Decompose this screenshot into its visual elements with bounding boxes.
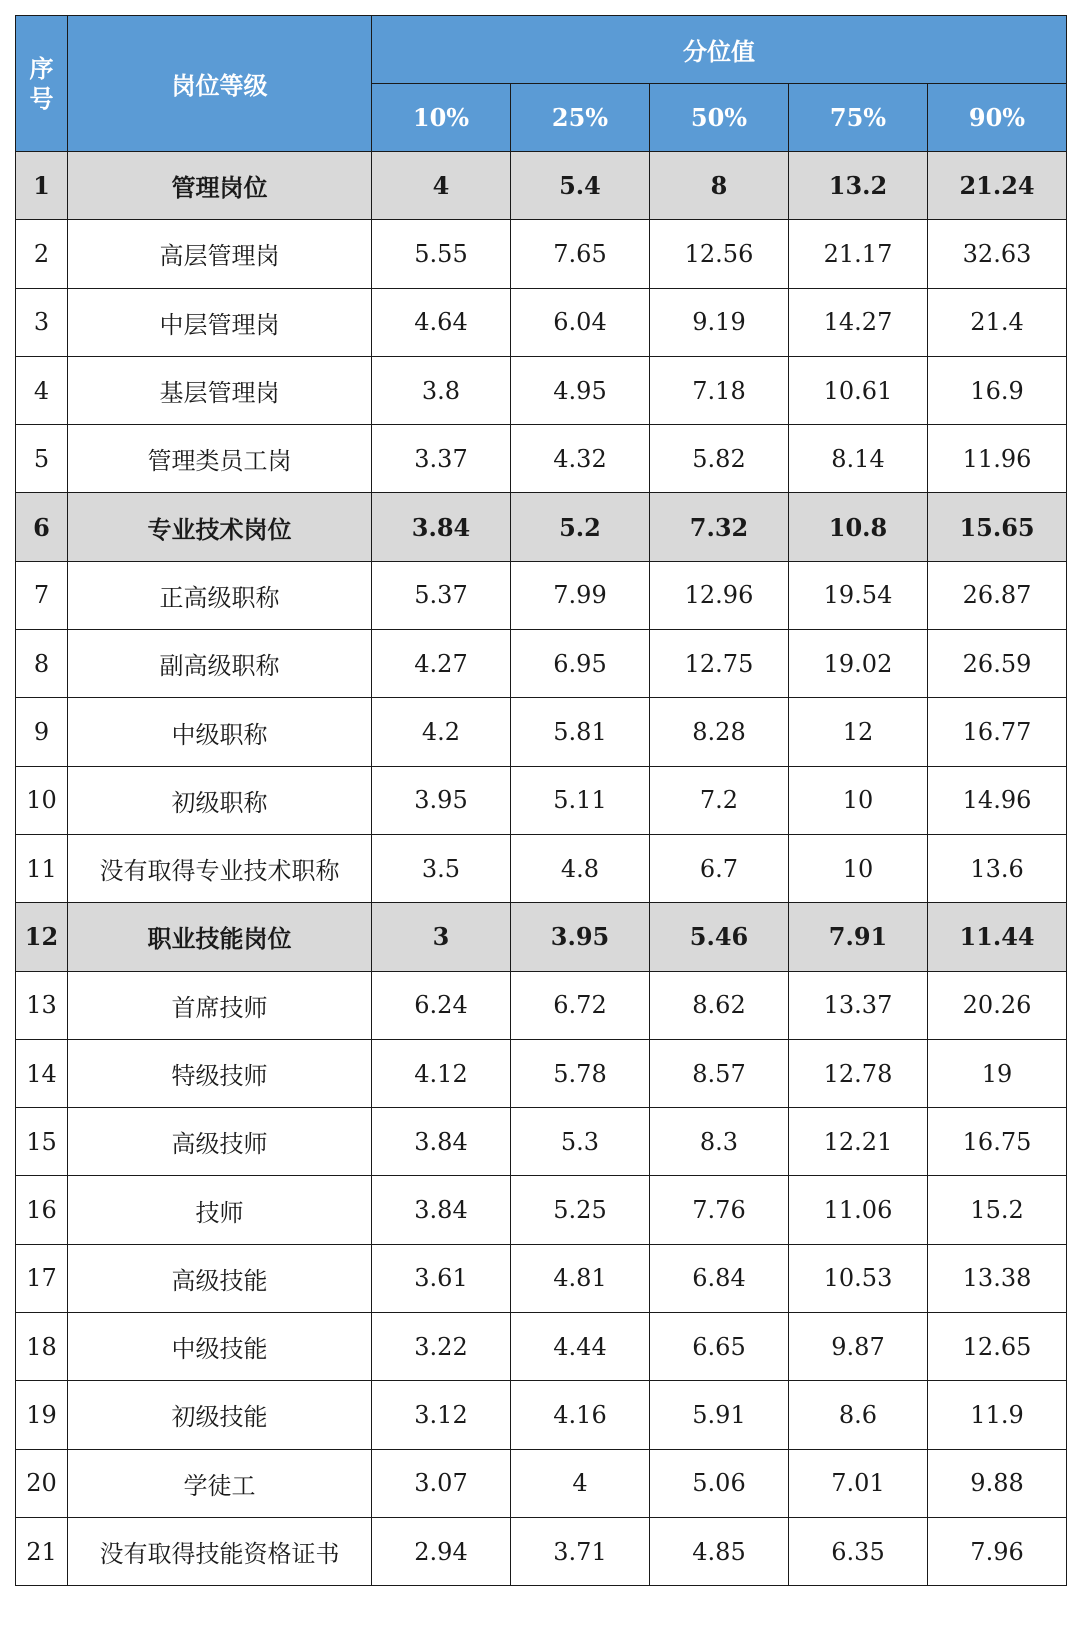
- header-p10: 10%: [372, 84, 511, 152]
- cell-p25: 6.95: [511, 630, 650, 698]
- cell-p90: 15.65: [928, 493, 1067, 561]
- cell-p10: 4: [372, 152, 511, 220]
- cell-p25: 5.25: [511, 1176, 650, 1244]
- table-row-group: [16, 903, 1067, 971]
- cell-seq: 13: [16, 971, 68, 1039]
- cell-seq: 21: [16, 1517, 68, 1585]
- cell-seq: 9: [16, 698, 68, 766]
- cell-p75: 21.17: [789, 220, 928, 288]
- cell-p25: 4.16: [511, 1381, 650, 1449]
- cell-p50: 8.3: [650, 1108, 789, 1176]
- cell-p75: 7.01: [789, 1449, 928, 1517]
- cell-position-level: 高级技师: [68, 1108, 372, 1176]
- cell-seq: 16: [16, 1176, 68, 1244]
- cell-seq: 14: [16, 1039, 68, 1107]
- header-p50: 50%: [650, 84, 789, 152]
- cell-p50: 12.75: [650, 630, 789, 698]
- cell-position-level: 正高级职称: [68, 561, 372, 629]
- cell-p75: 19.02: [789, 630, 928, 698]
- table-row-group: [16, 152, 1067, 220]
- cell-p75: 9.87: [789, 1313, 928, 1381]
- cell-p25: 5.81: [511, 698, 650, 766]
- cell-position-level: 学徒工: [68, 1449, 372, 1517]
- cell-position-level: 初级技能: [68, 1381, 372, 1449]
- cell-p50: 8.57: [650, 1039, 789, 1107]
- table-row-group: [16, 493, 1067, 561]
- table-row: [16, 288, 1067, 356]
- cell-seq: 1: [16, 152, 68, 220]
- cell-p25: 6.72: [511, 971, 650, 1039]
- percentile-table: [15, 15, 1067, 1586]
- cell-p90: 11.9: [928, 1381, 1067, 1449]
- cell-p25: 7.99: [511, 561, 650, 629]
- table-row: [16, 1039, 1067, 1107]
- cell-p75: 13.2: [789, 152, 928, 220]
- cell-p50: 4.85: [650, 1517, 789, 1585]
- cell-p25: 5.2: [511, 493, 650, 561]
- cell-p75: 6.35: [789, 1517, 928, 1585]
- cell-p25: 5.4: [511, 152, 650, 220]
- cell-p10: 3: [372, 903, 511, 971]
- cell-p10: 3.61: [372, 1244, 511, 1312]
- table-row: [16, 1108, 1067, 1176]
- header-seq: [16, 16, 68, 152]
- cell-p75: 11.06: [789, 1176, 928, 1244]
- cell-p75: 10: [789, 766, 928, 834]
- cell-p50: 9.19: [650, 288, 789, 356]
- cell-p10: 4.2: [372, 698, 511, 766]
- cell-p50: 5.82: [650, 425, 789, 493]
- cell-p25: 5.3: [511, 1108, 650, 1176]
- table-row: [16, 698, 1067, 766]
- cell-p50: 6.7: [650, 834, 789, 902]
- cell-seq: 4: [16, 356, 68, 424]
- cell-p10: 6.24: [372, 971, 511, 1039]
- cell-p25: 4.8: [511, 834, 650, 902]
- cell-p75: 10: [789, 834, 928, 902]
- cell-seq: 2: [16, 220, 68, 288]
- cell-p50: 5.91: [650, 1381, 789, 1449]
- cell-seq: 8: [16, 630, 68, 698]
- cell-p90: 16.9: [928, 356, 1067, 424]
- cell-p50: 12.56: [650, 220, 789, 288]
- table-row: [16, 766, 1067, 834]
- cell-position-level: 特级技师: [68, 1039, 372, 1107]
- table-row: [16, 630, 1067, 698]
- cell-p90: 20.26: [928, 971, 1067, 1039]
- cell-p50: 7.32: [650, 493, 789, 561]
- cell-p10: 5.55: [372, 220, 511, 288]
- table-row: [16, 1381, 1067, 1449]
- cell-p90: 12.65: [928, 1313, 1067, 1381]
- table-header: [16, 16, 1067, 152]
- cell-p25: 4: [511, 1449, 650, 1517]
- cell-position-level: 基层管理岗: [68, 356, 372, 424]
- cell-p75: 12: [789, 698, 928, 766]
- cell-p90: 21.4: [928, 288, 1067, 356]
- cell-p10: 2.94: [372, 1517, 511, 1585]
- cell-seq: 6: [16, 493, 68, 561]
- table-row: [16, 425, 1067, 493]
- cell-p50: 8.28: [650, 698, 789, 766]
- cell-p90: 16.77: [928, 698, 1067, 766]
- cell-p90: 11.96: [928, 425, 1067, 493]
- cell-p10: 3.84: [372, 1108, 511, 1176]
- cell-position-level: 中级技能: [68, 1313, 372, 1381]
- cell-p90: 32.63: [928, 220, 1067, 288]
- cell-position-level: 初级职称: [68, 766, 372, 834]
- cell-p50: 6.84: [650, 1244, 789, 1312]
- cell-p50: 7.76: [650, 1176, 789, 1244]
- cell-p90: 15.2: [928, 1176, 1067, 1244]
- cell-p50: 5.46: [650, 903, 789, 971]
- table-row: [16, 971, 1067, 1039]
- cell-p90: 14.96: [928, 766, 1067, 834]
- cell-p10: 3.37: [372, 425, 511, 493]
- header-position-level: 岗位等级: [68, 16, 372, 152]
- cell-position-level: 高级技能: [68, 1244, 372, 1312]
- cell-seq: 12: [16, 903, 68, 971]
- cell-p75: 19.54: [789, 561, 928, 629]
- cell-seq: 7: [16, 561, 68, 629]
- table-row: [16, 1244, 1067, 1312]
- cell-position-level: 中级职称: [68, 698, 372, 766]
- cell-p75: 10.53: [789, 1244, 928, 1312]
- cell-p90: 16.75: [928, 1108, 1067, 1176]
- cell-position-level: 技师: [68, 1176, 372, 1244]
- table-body: [16, 152, 1067, 1586]
- cell-seq: 5: [16, 425, 68, 493]
- cell-p25: 4.44: [511, 1313, 650, 1381]
- cell-p25: 7.65: [511, 220, 650, 288]
- cell-position-level: 管理岗位: [68, 152, 372, 220]
- cell-p50: 7.2: [650, 766, 789, 834]
- cell-p90: 7.96: [928, 1517, 1067, 1585]
- cell-p75: 8.14: [789, 425, 928, 493]
- cell-position-level: 没有取得技能资格证书: [68, 1517, 372, 1585]
- cell-p75: 10.8: [789, 493, 928, 561]
- cell-seq: 19: [16, 1381, 68, 1449]
- cell-p25: 6.04: [511, 288, 650, 356]
- cell-seq: 11: [16, 834, 68, 902]
- cell-p10: 3.95: [372, 766, 511, 834]
- table-row: [16, 561, 1067, 629]
- cell-position-level: 管理类员工岗: [68, 425, 372, 493]
- table-row: [16, 356, 1067, 424]
- cell-p25: 4.81: [511, 1244, 650, 1312]
- cell-p90: 9.88: [928, 1449, 1067, 1517]
- cell-p50: 8: [650, 152, 789, 220]
- cell-position-level: 中层管理岗: [68, 288, 372, 356]
- cell-position-level: 高层管理岗: [68, 220, 372, 288]
- header-p25: 25%: [511, 84, 650, 152]
- cell-p25: 4.95: [511, 356, 650, 424]
- cell-p25: 3.95: [511, 903, 650, 971]
- cell-position-level: 专业技术岗位: [68, 493, 372, 561]
- cell-seq: 3: [16, 288, 68, 356]
- cell-p90: 21.24: [928, 152, 1067, 220]
- header-percentile-group: 分位值: [372, 16, 1067, 84]
- cell-p50: 12.96: [650, 561, 789, 629]
- cell-p90: 13.38: [928, 1244, 1067, 1312]
- cell-p10: 4.12: [372, 1039, 511, 1107]
- cell-p10: 3.22: [372, 1313, 511, 1381]
- cell-seq: 15: [16, 1108, 68, 1176]
- header-seq-line1: 序: [29, 53, 54, 83]
- cell-p50: 8.62: [650, 971, 789, 1039]
- cell-position-level: 职业技能岗位: [68, 903, 372, 971]
- header-p75: 75%: [789, 84, 928, 152]
- cell-p10: 3.5: [372, 834, 511, 902]
- cell-p10: 3.12: [372, 1381, 511, 1449]
- cell-p25: 5.78: [511, 1039, 650, 1107]
- table-row: [16, 220, 1067, 288]
- cell-p90: 13.6: [928, 834, 1067, 902]
- cell-p25: 4.32: [511, 425, 650, 493]
- cell-p75: 14.27: [789, 288, 928, 356]
- cell-seq: 10: [16, 766, 68, 834]
- cell-p10: 3.07: [372, 1449, 511, 1517]
- cell-position-level: 没有取得专业技术职称: [68, 834, 372, 902]
- cell-p10: 5.37: [372, 561, 511, 629]
- cell-p75: 12.21: [789, 1108, 928, 1176]
- cell-position-level: 副高级职称: [68, 630, 372, 698]
- cell-p90: 26.87: [928, 561, 1067, 629]
- cell-p75: 7.91: [789, 903, 928, 971]
- cell-p75: 8.6: [789, 1381, 928, 1449]
- cell-p75: 10.61: [789, 356, 928, 424]
- cell-p50: 5.06: [650, 1449, 789, 1517]
- cell-p50: 6.65: [650, 1313, 789, 1381]
- cell-p10: 4.64: [372, 288, 511, 356]
- cell-p25: 3.71: [511, 1517, 650, 1585]
- cell-p90: 26.59: [928, 630, 1067, 698]
- header-p90: 90%: [928, 84, 1067, 152]
- table-row: [16, 1449, 1067, 1517]
- table-row: [16, 1313, 1067, 1381]
- cell-seq: 17: [16, 1244, 68, 1312]
- table-row: [16, 1176, 1067, 1244]
- cell-p25: 5.11: [511, 766, 650, 834]
- cell-seq: 20: [16, 1449, 68, 1517]
- cell-p75: 12.78: [789, 1039, 928, 1107]
- cell-p10: 3.84: [372, 493, 511, 561]
- cell-position-level: 首席技师: [68, 971, 372, 1039]
- table-row: [16, 834, 1067, 902]
- cell-p50: 7.18: [650, 356, 789, 424]
- cell-p75: 13.37: [789, 971, 928, 1039]
- header-seq-line2: 号: [29, 83, 54, 113]
- cell-p10: 4.27: [372, 630, 511, 698]
- table-row: [16, 1517, 1067, 1585]
- cell-p90: 11.44: [928, 903, 1067, 971]
- cell-p10: 3.8: [372, 356, 511, 424]
- cell-seq: 18: [16, 1313, 68, 1381]
- cell-p90: 19: [928, 1039, 1067, 1107]
- cell-p10: 3.84: [372, 1176, 511, 1244]
